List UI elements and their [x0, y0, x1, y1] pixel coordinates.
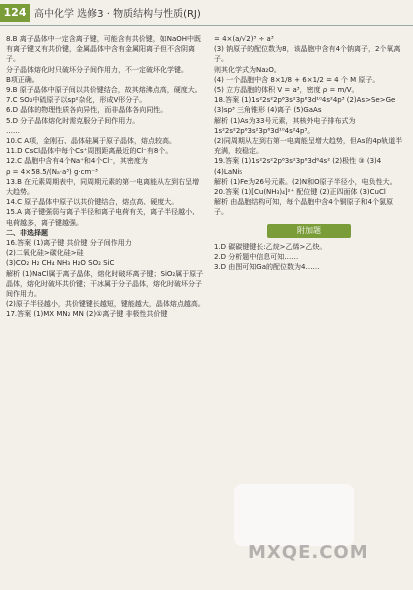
text-line: 13.B 在元素周期表中，同周期元素的第一电离能从左到右呈增大趋势。 — [6, 177, 200, 197]
text-line: 1.D 碳碳键键长:乙烷>乙烯>乙炔。 — [214, 242, 327, 251]
text-line: (4) 一个晶胞中含 8×1/8 + 6×1/2 = 4 个 M 原子。 — [214, 75, 380, 84]
text-line: 解析 (1)Fe为26号元素。(2)N和O原子半径小，电负性大。 — [214, 177, 397, 186]
text-line: (2)二氧化硅>碳化硅>硅 — [6, 249, 84, 258]
text-line: 5.D 分子晶体熔化时需克服分子间作用力。 — [6, 116, 140, 125]
watermark-logo — [234, 484, 354, 546]
text-line: 16.答案 (1)离子键 共价键 分子间作用力 — [6, 239, 132, 248]
text-line: (3)CO₂ H₂ CH₄ NH₃ H₂O SO₂ SiC — [6, 259, 115, 268]
text-line: 11.D CsCl晶体中每个Cs⁺周围距离最近的Cl⁻有8个。 — [6, 147, 173, 156]
right-column — [214, 34, 404, 272]
formula-line: = 4×(a/√2)³ ÷ a³ — [214, 35, 274, 43]
text-line: 解析 由晶胞结构可知，每个晶胞中含4个铜原子和4个氯原子。 — [214, 198, 394, 217]
text-line: (3) 钠原子的配位数为8，该晶胞中含有4个钠离子，2个氧离子。 — [214, 45, 401, 64]
left-column — [6, 34, 206, 320]
text-line: 则其化学式为Na₂O。 — [214, 65, 281, 74]
formula-line: ρ = 4×58.5/(Nₐ·a³) g·cm⁻³ — [6, 167, 98, 176]
text-line: 15.A 离子键强弱与离子半径和离子电荷有关，离子半径越小、电荷越多，离子键越强。 — [6, 208, 200, 227]
text-line: 20.答案 (1)[Cu(NH₃)₄]²⁺ 配位键 (2)正四面体 (3)CuCl — [214, 188, 386, 197]
text-line: (2)同周期从左到右第一电离能呈增大趋势，但As的4p轨道半充满，较稳定。 — [214, 137, 403, 156]
text-line: (3)sp³ 三角锥形 (4)离子 (5)GaAs — [214, 106, 322, 115]
text-line: 12.C 晶胞中含有4个Na⁺和4个Cl⁻，其密度为 — [6, 157, 148, 166]
text-line: 3.D 由图可知Ga的配位数为4…… — [214, 263, 320, 272]
text-line: 8.B 离子晶体中一定含离子键，可能含有共价键，如NaOH中既有离子键又有共价键，金属晶体中含有金属阳离子但不含阴离子。 — [6, 35, 202, 64]
text-line: 17.答案 (1)MX MN₂ MN (2)①离子键 非极性共价键 — [6, 310, 168, 319]
text-line: 解析 (1)NaCl属于离子晶体，熔化时破坏离子键；SiO₂属于原子晶体，熔化时破坏共价键；干冰属于分子晶体，熔化时破坏分子间作用力。 — [6, 269, 204, 299]
text-line: (2)原子半径越小，共价键键长越短，键能越大，晶体熔点越高。 — [6, 300, 205, 309]
page-header — [0, 0, 413, 36]
text-line: 7.C SO₂中硫原子以sp²杂化，形成V形分子。 — [6, 96, 147, 105]
text-line: 解析 (1)As为33号元素，其核外电子排布式为1s²2s²2p⁶3s²3p⁶3d¹⁰4s²4p³。 — [214, 116, 356, 135]
text-line: 6.D 晶体的物理性质各向异性，而非晶体各向同性。 — [6, 106, 168, 115]
text-line: 2.D 分析题中信息可知…… — [214, 252, 299, 261]
text-line: 10.C A项，金刚石、晶体硅属于原子晶体，熔点较高。 — [6, 137, 177, 146]
text-line: 9.B 原子晶体中原子间以共价键结合，故其熔沸点高，硬度大。 — [6, 86, 202, 95]
text-line: (5) 立方晶胞的体积 V = a³，密度 ρ = m/V。 — [214, 86, 359, 95]
book-title: 高中化学 选修3 · 物质结构与性质(RJ) — [34, 9, 201, 20]
text-line: 19.答案 (1)1s²2s²2p⁶3s²3p⁶3d⁶4s² (2)极性 ③ (3)4 (4)LaNi₅ — [214, 157, 384, 176]
text-line: B项正确。 — [6, 75, 39, 84]
text-line: 18.答案 (1)1s²2s²2p⁶3s²3p⁶3d¹⁰4s²4p³ (2)As>Se>Ge — [214, 96, 396, 105]
section-heading: 二、非选择题 — [6, 228, 48, 237]
watermark-text: MXQE.COM — [248, 542, 369, 563]
text-line: 分子晶体熔化时只破坏分子间作用力，不一定破坏化学键。 — [6, 65, 188, 74]
text-line: 14.C 原子晶体中原子以共价键结合，熔点高、硬度大。 — [6, 198, 179, 207]
text-line: …… — [6, 126, 20, 135]
header-divider — [0, 25, 413, 26]
watermark — [214, 472, 404, 582]
page-number: 124 — [0, 4, 30, 22]
appendix-banner: 附加题 — [267, 224, 351, 238]
